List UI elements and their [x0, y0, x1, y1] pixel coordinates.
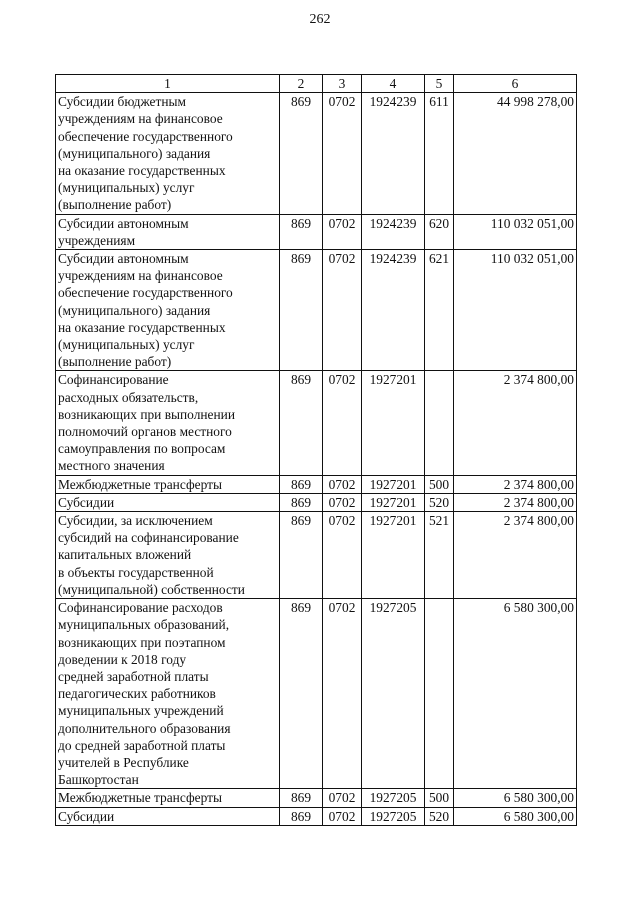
budget-table — [55, 74, 577, 826]
table-row — [56, 250, 577, 371]
row-razdel: 0702 — [323, 789, 362, 807]
row-csr: 1927201 — [362, 475, 425, 493]
row-name: Межбюджетные трансферты — [56, 475, 280, 493]
table-row — [56, 93, 577, 214]
row-vr — [425, 599, 454, 789]
row-vr — [425, 371, 454, 475]
table-row — [56, 475, 577, 493]
table-row — [56, 214, 577, 249]
row-csr: 1927201 — [362, 493, 425, 511]
row-csr: 1927205 — [362, 599, 425, 789]
header-col-2: 2 — [280, 75, 323, 93]
row-csr: 1924239 — [362, 250, 425, 371]
row-ved: 869 — [280, 789, 323, 807]
row-csr: 1927201 — [362, 512, 425, 599]
row-ved: 869 — [280, 512, 323, 599]
row-sum: 2 374 800,00 — [454, 512, 577, 599]
row-vr: 611 — [425, 93, 454, 214]
row-ved: 869 — [280, 214, 323, 249]
table-row — [56, 599, 577, 789]
row-vr: 620 — [425, 214, 454, 249]
row-name: Софинансирование расходов муниципальных образований, возникающих при поэтапном доведении к 2018 году средней заработной платы педагогических работников муниципальных учреждений дополнительного образования до средней заработной платы учителей в Республике Башкортостан — [56, 599, 280, 789]
header-col-4: 4 — [362, 75, 425, 93]
row-name: Субсидии, за исключением субсидий на софинансирование капитальных вложений в объекты государственной (муниципальной) собственности — [56, 512, 280, 599]
row-sum: 6 580 300,00 — [454, 807, 577, 825]
row-razdel: 0702 — [323, 371, 362, 475]
table-row — [56, 371, 577, 475]
row-sum: 2 374 800,00 — [454, 475, 577, 493]
table-row — [56, 512, 577, 599]
row-sum: 110 032 051,00 — [454, 250, 577, 371]
row-ved: 869 — [280, 493, 323, 511]
row-csr: 1924239 — [362, 93, 425, 214]
row-sum: 2 374 800,00 — [454, 493, 577, 511]
row-csr: 1924239 — [362, 214, 425, 249]
header-col-5: 5 — [425, 75, 454, 93]
table-row — [56, 789, 577, 807]
row-sum: 44 998 278,00 — [454, 93, 577, 214]
row-vr: 520 — [425, 807, 454, 825]
row-csr: 1927201 — [362, 371, 425, 475]
row-sum: 110 032 051,00 — [454, 214, 577, 249]
page-number: 262 — [309, 12, 331, 27]
row-razdel: 0702 — [323, 493, 362, 511]
row-sum: 2 374 800,00 — [454, 371, 577, 475]
row-vr: 521 — [425, 512, 454, 599]
table-row — [56, 807, 577, 825]
row-razdel: 0702 — [323, 512, 362, 599]
row-razdel: 0702 — [323, 93, 362, 214]
header-col-1: 1 — [56, 75, 280, 93]
row-razdel: 0702 — [323, 250, 362, 371]
row-razdel: 0702 — [323, 807, 362, 825]
row-razdel: 0702 — [323, 475, 362, 493]
row-vr: 500 — [425, 475, 454, 493]
row-csr: 1927205 — [362, 807, 425, 825]
row-vr: 520 — [425, 493, 454, 511]
row-ved: 869 — [280, 807, 323, 825]
row-name: Субсидии — [56, 493, 280, 511]
row-name: Субсидии — [56, 807, 280, 825]
table-row — [56, 493, 577, 511]
row-name: Межбюджетные трансферты — [56, 789, 280, 807]
row-name: Субсидии автономным учреждениям на финансовое обеспечение государственного (муниципального) задания на оказание государственных (муниципальных) услуг (выполнение работ) — [56, 250, 280, 371]
row-ved: 869 — [280, 371, 323, 475]
header-col-6: 6 — [454, 75, 577, 93]
row-name: Субсидии автономным учреждениям — [56, 214, 280, 249]
row-ved: 869 — [280, 599, 323, 789]
row-ved: 869 — [280, 250, 323, 371]
table-header-row — [56, 75, 577, 93]
row-name: Софинансирование расходных обязательств, возникающих при выполнении полномочий органов местного самоуправления по вопросам местного значения — [56, 371, 280, 475]
row-vr: 621 — [425, 250, 454, 371]
row-ved: 869 — [280, 475, 323, 493]
row-csr: 1927205 — [362, 789, 425, 807]
row-razdel: 0702 — [323, 599, 362, 789]
row-razdel: 0702 — [323, 214, 362, 249]
row-sum: 6 580 300,00 — [454, 789, 577, 807]
header-col-3: 3 — [323, 75, 362, 93]
row-vr: 500 — [425, 789, 454, 807]
row-ved: 869 — [280, 93, 323, 214]
row-name: Субсидии бюджетным учреждениям на финансовое обеспечение государственного (муниципального) задания на оказание государственных (муниципальных) услуг (выполнение работ) — [56, 93, 280, 214]
row-sum: 6 580 300,00 — [454, 599, 577, 789]
